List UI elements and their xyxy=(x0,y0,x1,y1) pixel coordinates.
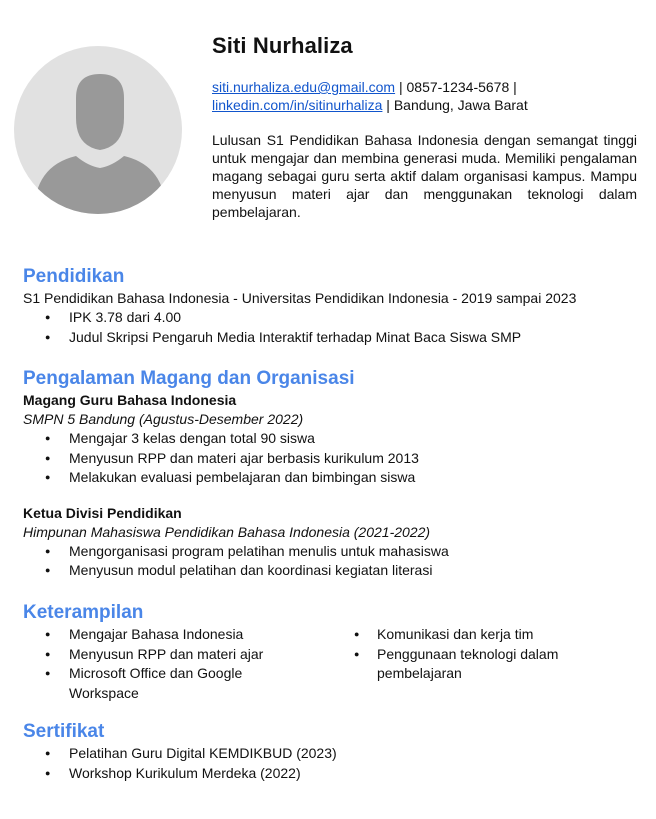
skills-column-2 xyxy=(354,625,614,703)
list-item: ● Mengajar 3 kelas dengan total 90 siswa xyxy=(23,429,643,449)
role-bullets xyxy=(23,542,643,581)
location-text: | Bandung, Jawa Barat xyxy=(382,97,528,113)
list-item: ● Melakukan evaluasi pembelajaran dan bimbingan siswa xyxy=(23,468,643,488)
list-item: ● IPK 3.78 dari 4.00 xyxy=(23,308,643,328)
person-silhouette-icon xyxy=(14,46,182,214)
certificates-section xyxy=(23,720,643,783)
list-item: ● Penggunaan teknologi dalam pembelajaran xyxy=(354,645,614,684)
list-item: ● Mengorganisasi program pelatihan menulis untuk mahasiswa xyxy=(23,542,643,562)
list-item: ● Menyusun RPP dan materi ajar berbasis kurikulum 2013 xyxy=(23,449,643,469)
list-item: ● Judul Skripsi Pengaruh Media Interaktif terhadap Minat Baca Siswa SMP xyxy=(23,328,643,348)
skills-column-1 xyxy=(23,625,354,703)
role-title: Ketua Divisi Pendidikan xyxy=(23,504,182,521)
education-section xyxy=(23,265,643,347)
email-link[interactable]: siti.nurhaliza.edu@gmail.com xyxy=(212,79,396,95)
certificates-title: Sertifikat xyxy=(23,721,105,742)
certificates-bullets xyxy=(23,744,643,783)
list-item: ● Komunikasi dan kerja tim xyxy=(354,625,614,645)
avatar xyxy=(14,46,182,214)
education-title: Pendidikan xyxy=(23,266,125,287)
list-item: ● Microsoft Office dan Google Workspace xyxy=(23,664,354,703)
role-title: Magang Guru Bahasa Indonesia xyxy=(23,392,237,408)
skills-section xyxy=(23,601,643,703)
education-line: S1 Pendidikan Bahasa Indonesia - Universitas Pendidikan Indonesia - 2019 sampai 2023 xyxy=(23,290,577,306)
experience-section xyxy=(23,367,643,581)
list-item: ● Menyusun RPP dan materi ajar xyxy=(23,645,354,665)
role-bullets xyxy=(23,429,643,488)
list-item: ● Mengajar Bahasa Indonesia xyxy=(23,625,354,645)
list-item: ● Menyusun modul pelatihan dan koordinasi kegiatan literasi xyxy=(23,561,643,581)
role-org: Himpunan Mahasiswa Pendidikan Bahasa Indonesia (2021-2022) xyxy=(23,523,431,540)
skills-title: Keterampilan xyxy=(23,602,144,623)
summary-paragraph: Lulusan S1 Pendidikan Bahasa Indonesia dengan semangat tinggi untuk mengajar dan membina generasi muda. Memiliki pengalaman magang sebagai guru serta aktif dalam organisasi kampus. Mampu menyusun materi ajar dan menggunakan teknologi dalam pembelajaran. xyxy=(212,132,637,220)
list-item: ● Pelatihan Guru Digital KEMDIKBUD (2023) xyxy=(23,744,643,764)
phone-text: | 0857-1234-5678 | xyxy=(395,79,517,95)
list-item: ● Workshop Kurikulum Merdeka (2022) xyxy=(23,764,643,784)
candidate-name: Siti Nurhaliza xyxy=(212,33,353,58)
role-org: SMPN 5 Bandung (Agustus-Desember 2022) xyxy=(23,411,304,427)
contact-info xyxy=(212,78,632,114)
experience-title: Pengalaman Magang dan Organisasi xyxy=(23,368,355,389)
linkedin-link[interactable]: linkedin.com/in/sitinurhaliza xyxy=(212,97,383,113)
education-bullets xyxy=(23,308,643,347)
